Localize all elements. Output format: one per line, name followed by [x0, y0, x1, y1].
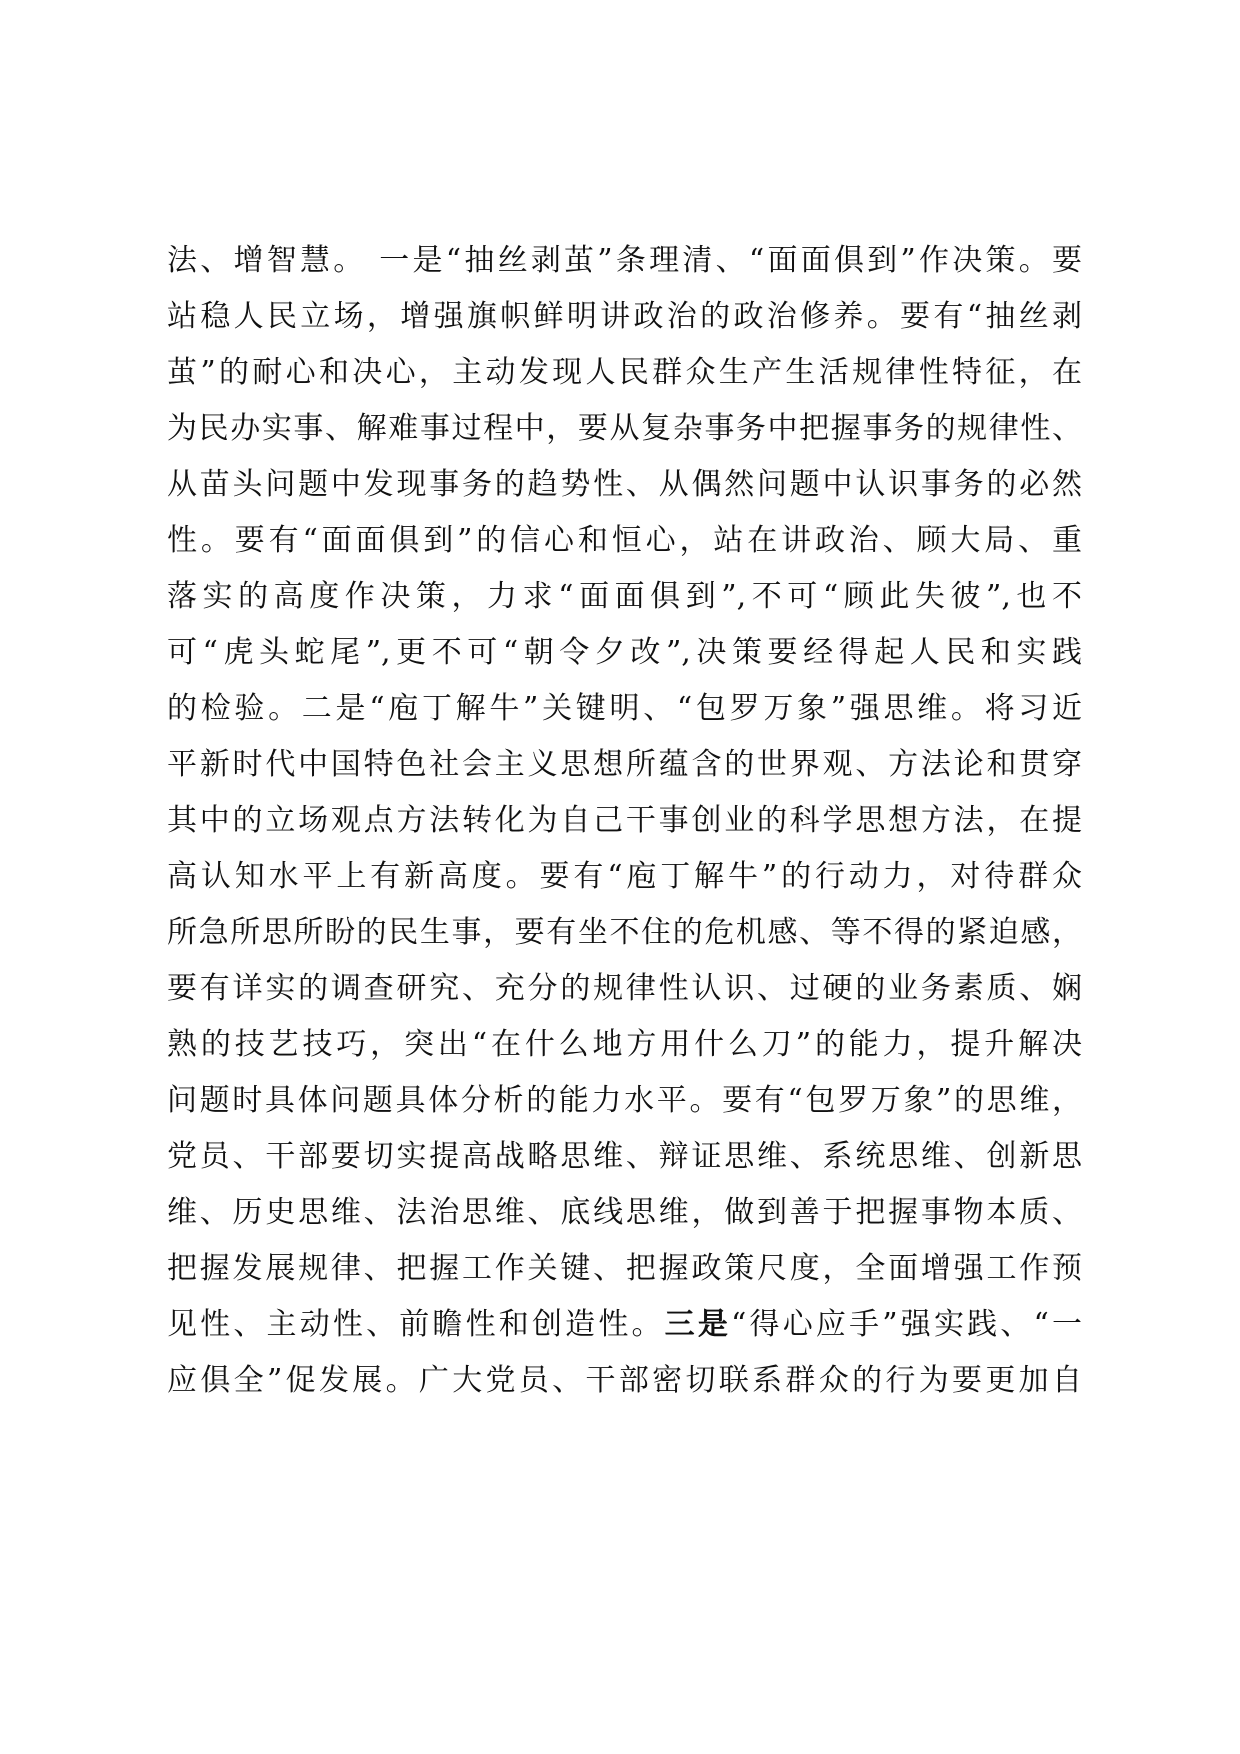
text-line-18: 维、历史思维、法治思维、底线思维，做到善于把握事物本质、: [167, 1195, 1082, 1230]
text-line-4: 为民办实事、解难事过程中，要从复杂事务中把握事务的规律性、: [167, 411, 1082, 446]
text-line-15: 熟的技艺技巧，突出“在什么地方用什么刀”的能力，提升解决: [167, 1027, 1082, 1062]
text-line-7: 落实的高度作决策，力求“面面俱到”,不可“顾此失彼”,也不: [167, 579, 1082, 614]
text-line-6: 性。要有“面面俱到”的信心和恒心，站在讲政治、顾大局、重: [167, 523, 1082, 558]
text-line-19: 把握发展规律、把握工作关键、把握政策尺度，全面增强工作预: [167, 1251, 1082, 1286]
text-line-1: 法、增智慧。 一是“抽丝剥茧”条理清、“面面俱到”作决策。要: [167, 243, 1082, 278]
text-line-13: 所急所思所盼的民生事，要有坐不住的危机感、等不得的紧迫感，: [167, 915, 1082, 950]
text-line-12: 高认知水平上有新高度。要有“庖丁解牛”的行动力，对待群众: [167, 859, 1082, 894]
text-line-2: 站稳人民立场，增强旗帜鲜明讲政治的政治修养。要有“抽丝剥: [167, 299, 1082, 334]
text-line-5: 从苗头问题中发现事务的趋势性、从偶然问题中认识事务的必然: [167, 467, 1082, 502]
body-text: [167, 233, 1082, 1409]
text-line-21: 应俱全”促发展。广大党员、干部密切联系群众的行为要更加自: [167, 1363, 1082, 1398]
text-line-9: 的检验。二是“庖丁解牛”关键明、“包罗万象”强思维。将习近: [167, 691, 1082, 726]
text-line-20: [167, 1297, 1082, 1353]
text-line-11: 其中的立场观点方法转化为自己干事创业的科学思想方法，在提: [167, 803, 1082, 838]
text-line-17: 党员、干部要切实提高战略思维、辩证思维、系统思维、创新思: [167, 1139, 1082, 1174]
text-line-14: 要有详实的调查研究、充分的规律性认识、过硬的业务素质、娴: [167, 971, 1082, 1006]
text-line-16: 问题时具体问题具体分析的能力水平。要有“包罗万象”的思维，: [167, 1083, 1082, 1118]
line-20-before-bold: 见性、主动性、前瞻性和创造性。: [167, 1307, 665, 1342]
text-line-8: 可“虎头蛇尾”,更不可“朝令夕改”,决策要经得起人民和实践: [167, 635, 1082, 670]
text-line-10: 平新时代中国特色社会主义思想所蕴含的世界观、方法论和贯穿: [167, 747, 1082, 782]
text-line-3: 茧”的耐心和决心，主动发现人民群众生产生活规律性特征，在: [167, 355, 1082, 390]
line-20-bold-marker: 三是: [664, 1307, 732, 1342]
line-20-after-bold: “得心应手”强实践、“一: [731, 1307, 1082, 1342]
